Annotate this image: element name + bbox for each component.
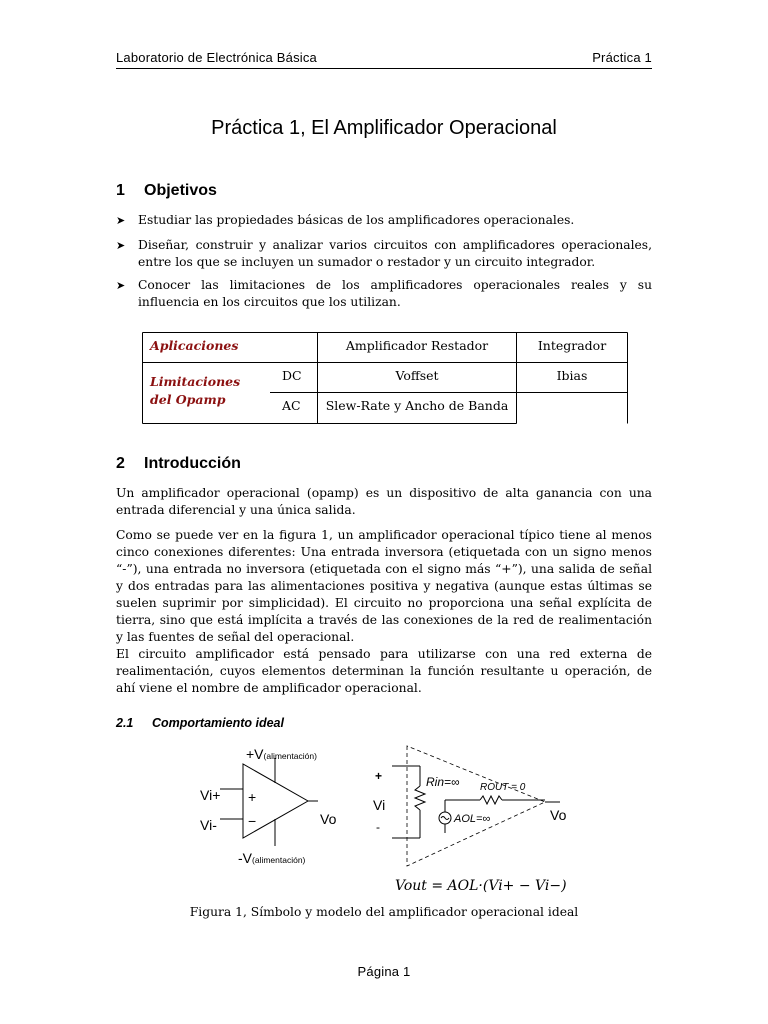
opamp-model xyxy=(373,746,567,894)
gain-equation: Vout = AOL·(Vi+ − Vi−) xyxy=(395,878,567,894)
app-integrador: Integrador xyxy=(537,338,607,353)
section-2-heading xyxy=(116,455,241,473)
section-2-title: Introducción xyxy=(144,455,241,472)
dc-ibias: Ibias xyxy=(556,368,588,383)
applications-label: Aplicaciones xyxy=(150,338,239,353)
arrow-bullet-icon: ➤ xyxy=(116,214,126,227)
model-vi-label: Vi xyxy=(373,797,386,813)
opamp-symbol xyxy=(200,746,337,866)
section-1-title: Objetivos xyxy=(144,182,217,199)
limitations-label: Limitaciones del Opamp xyxy=(150,374,241,407)
document-title: Práctica 1, El Amplificador Operacional xyxy=(211,117,557,139)
applications-table xyxy=(142,332,628,424)
subsection-heading xyxy=(116,716,284,730)
objective-text: Conocer las limitaciones de los amplificadores operacionales reales y su influencia en los circuitos que los utilizan. xyxy=(138,278,652,309)
vi-plus-label: Vi+ xyxy=(200,787,221,803)
intro-paragraph: Como se puede ver en la figura 1, un amplificador operacional típico tiene al menos cinco conexiones diferentes: Una entrada inversora (etiquetada con un signo menos “-”), una entrada no inversora (etiquetada con el signo más “+”), una salida de señal y dos entradas para las alimentaciones positiva y negativa (aunque estas últimas se suelen suprimir por simplicidad). El circuito no proporciona una señal explícita de tierra, sino que está implícita a través de las conexiones de la red de realimentación y las fuentes de señal del operacional. xyxy=(116,528,652,644)
ac-label: AC xyxy=(282,398,301,413)
rin-label: Rin=∞ xyxy=(426,775,460,789)
dc-label: DC xyxy=(282,368,302,383)
model-vo-label: Vo xyxy=(550,807,567,823)
intro-paragraph: El circuito amplificador está pensado para utilizarse con una red externa de realimentación, cuyos elementos determinan la función resultante u operación, de ahí viene el nombre de amplificador operacional. xyxy=(116,647,652,695)
plus-sign: + xyxy=(248,789,257,805)
vpos-label: +V(alimentación) xyxy=(246,746,317,762)
subsection-number: 2.1 xyxy=(116,716,134,730)
header-right: Práctica 1 xyxy=(592,50,652,65)
page-footer: Página 1 xyxy=(357,964,411,979)
figure-caption: Figura 1, Símbolo y modelo del amplificador operacional ideal xyxy=(189,905,579,919)
page-header xyxy=(116,50,652,69)
vo-label: Vo xyxy=(320,811,337,827)
objective-text: Diseñar, construir y analizar varios circuitos con amplificadores operacionales, entre los que se incluyen un sumador o restador y un circuito integrador. xyxy=(138,238,652,269)
vi-minus-label: Vi- xyxy=(200,817,217,833)
section-2-number: 2 xyxy=(116,455,125,472)
model-minus-sign: - xyxy=(376,820,380,834)
app-restador: Amplificador Restador xyxy=(345,338,489,353)
intro-paragraph: Un amplificador operacional (opamp) es un dispositivo de alta ganancia con una entrada diferencial y una única salida. xyxy=(116,486,652,517)
objective-bullet xyxy=(116,237,652,271)
header-left: Laboratorio de Electrónica Básica xyxy=(116,50,317,65)
objective-bullet xyxy=(116,277,652,311)
dc-voffset: Voffset xyxy=(395,368,439,383)
model-plus-sign: + xyxy=(375,769,383,783)
ac-slew-rate: Slew-Rate y Ancho de Banda xyxy=(325,398,509,413)
section-1-heading xyxy=(116,182,217,200)
section-1-number: 1 xyxy=(116,182,125,199)
rout-label: ROUT = 0 xyxy=(480,782,526,793)
arrow-bullet-icon: ➤ xyxy=(116,279,126,292)
opamp-figure xyxy=(190,738,590,903)
subsection-title: Comportamiento ideal xyxy=(152,716,284,730)
aol-label: AOL=∞ xyxy=(454,813,491,825)
vneg-label: -V(alimentación) xyxy=(238,850,306,866)
objective-text: Estudiar las propiedades básicas de los amplificadores operacionales. xyxy=(138,213,575,227)
minus-sign: − xyxy=(248,813,257,829)
objective-bullet xyxy=(116,212,652,229)
arrow-bullet-icon: ➤ xyxy=(116,239,126,252)
